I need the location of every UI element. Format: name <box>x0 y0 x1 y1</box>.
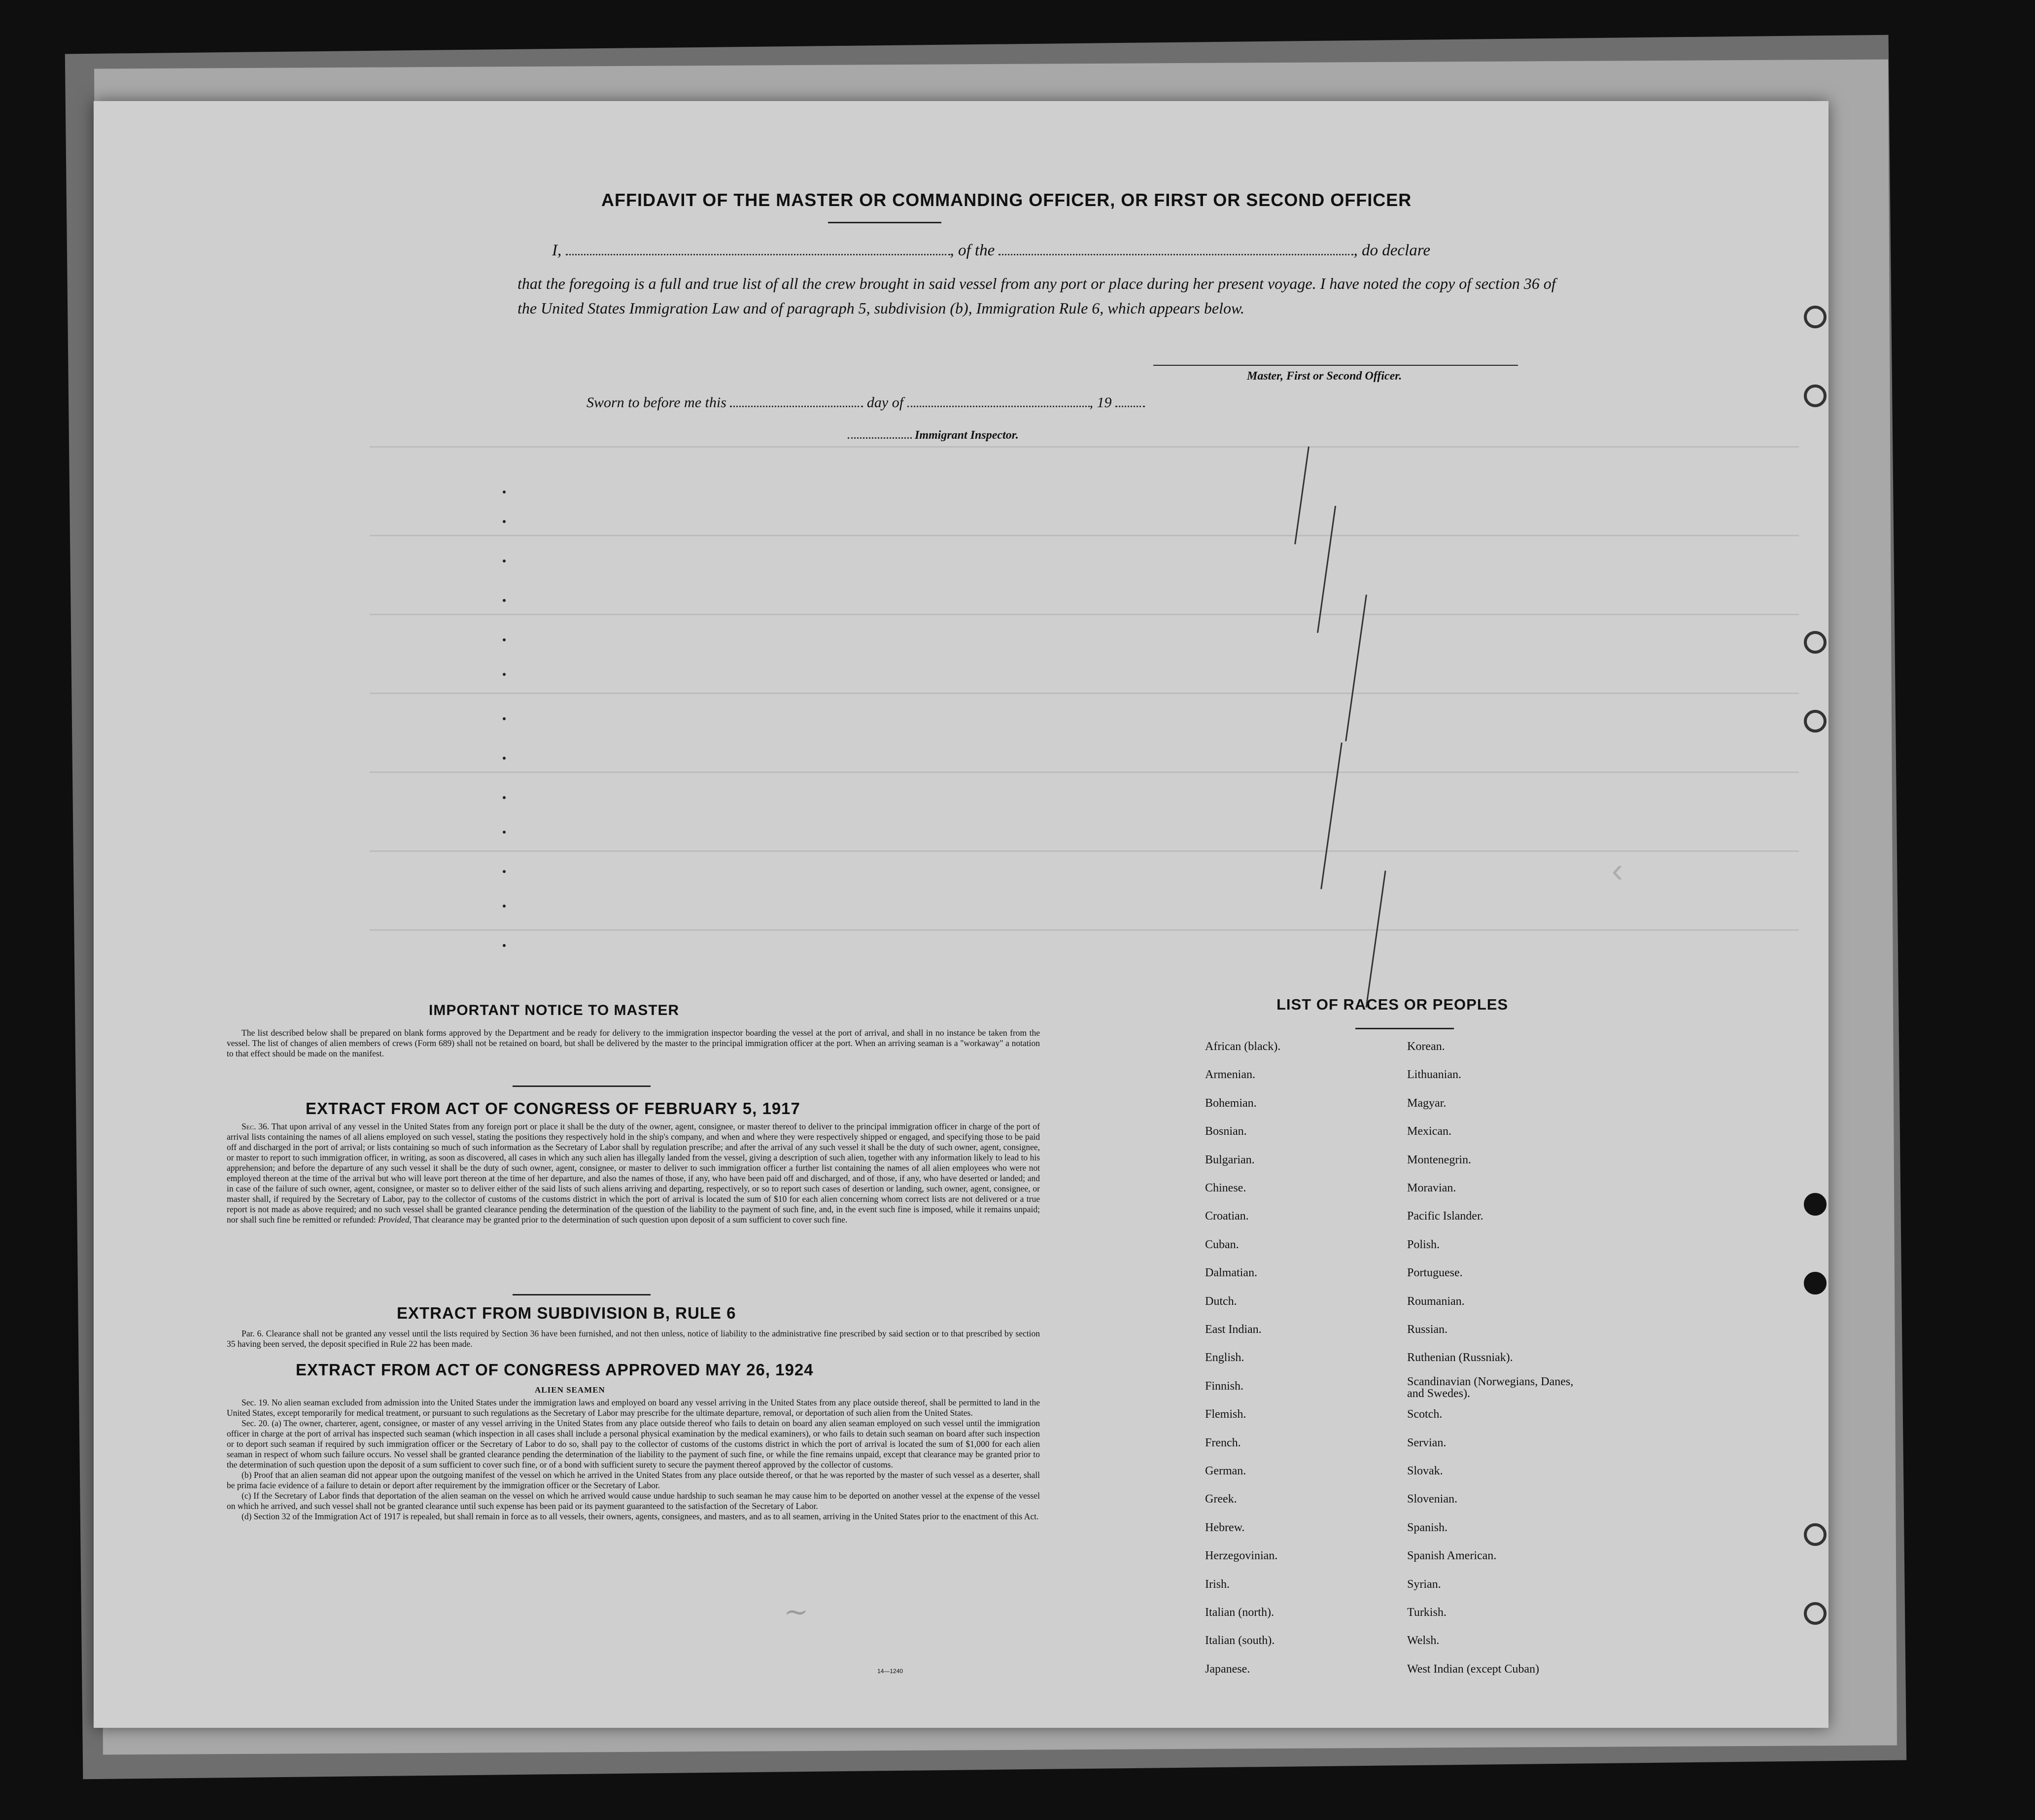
race-item: Scotch. <box>1407 1408 1443 1421</box>
race-item: Magyar. <box>1407 1096 1447 1110</box>
ghost-rule <box>370 693 1799 694</box>
rule-6-paragraph: Par. 6. Clearance shall not be granted any vessel until the lists required by Section 36 have been furnished, and not then unless, notice of liability to the administrative fine prescribed by said section or to that prescribed by section 35 having been served, the deposit specified in Rule 22 has been made. <box>227 1329 1040 1349</box>
rule-6-text <box>227 1329 1040 1349</box>
race-item: Welsh. <box>1407 1634 1440 1647</box>
section-divider <box>513 1294 651 1295</box>
section-20b-text: (b) Proof that an alien seaman did not appear upon the outgoing manifest of the vessel on which he arrived in the United States from any place outside thereof, or that he was reported by the master of such vessel as a deserter, shall be prima facie evidence of a failure to detain or deport after requirement by the immigration officer or the Secretary of Labor. <box>227 1470 1040 1490</box>
signature-bleed: ~ <box>784 1595 809 1629</box>
race-item: Cuban. <box>1205 1238 1239 1251</box>
race-item: Russian. <box>1407 1323 1448 1336</box>
race-item: Bulgarian. <box>1205 1153 1255 1166</box>
race-item: Servian. <box>1407 1436 1447 1449</box>
race-item: English. <box>1205 1351 1244 1365</box>
sworn-line <box>586 394 1145 411</box>
race-item: Lithuanian. <box>1407 1068 1461 1082</box>
section-20c-text: (c) If the Secretary of Labor finds that deportation of the alien seaman on the vessel on which he arrived would cause undue hardship to such seaman he may cause him to be deported on another vessel at the expense of the vessel on which he arrived, and such vessel shall not be granted clearance until such expense has been paid or its payment guaranteed to the satisfaction of the Secretary of Labor. <box>227 1491 1040 1511</box>
form-number: 14—1240 <box>877 1668 903 1675</box>
act-1917-text <box>227 1121 1040 1225</box>
binder-hole <box>1804 1193 1827 1216</box>
race-item: Mexican. <box>1407 1125 1451 1138</box>
race-item: Slovenian. <box>1407 1493 1457 1506</box>
race-item: Armenian. <box>1205 1068 1255 1082</box>
section-36-body: That upon arrival of any vessel in the United States from any foreign port or place it shall be the duty of the owner, agent, consignee, or master thereof to deliver to the principal immigration officer in charge of the port of arrival lists containing the names of all aliens employed on such vessel, stating the positions they respectively hold in the ship's company, and when and where they were respectively shipped or engaged, and specifying those to be paid off and discharged in the port of arrival; or lists containing so much of such information as the Secretary of Labor shall by regulation prescribe; and after the arrival of any such vessel it shall be the duty of such owner, agent, consignee, or master to report to such immigration officer, in writing, as soon as discovered, all cases in which any such alien has illegally landed from the vessel, giving a description of such alien, together with any information likely to lead to his apprehension; and before the departure of any such vessel it shall be the duty of such owner, agent, consignee, or master to deliver to such immigration officer a further list containing the names of all alien employees who were not employed thereon at the time of the arrival but who will leave port thereon at the time of her departure, and also the names of those, if any, who have been paid off and discharged, and of those, if any, who have deserted or landed; and in case of the failure of such owner, agent, consignee, or master so to deliver either of the said lists of such aliens arriving and departing, respectively, or so to report such cases of desertion or landing, such owner, agent, consignee, or master shall, if required by the Secretary of Labor, pay to the collector of customs of the customs district in which the port of arrival is located the sum of $10 for each alien concerning whom correct lists are not delivered or a true report is not made as above required; and no such vessel shall be granted clearance pending the determination of the question of the liability to the payment of such fine, and, in the event such fine is imposed, while it remains unpaid; nor shall such fine be remitted or refunded: <box>227 1121 1040 1225</box>
master-signature-label: Master, First or Second Officer. <box>1247 370 1402 383</box>
section-20a-text: Sec. 20. (a) The owner, charterer, agent, consignee, or master of any vessel arriving in the United States from any place outside thereof who fails to detain on board any alien seaman employed on such vessel until the immigration officer in charge at the port of arrival has inspected such seaman (which inspection in all cases shall include a personal physical examination by the medical examiners), or who fails to detain such seaman on board after such inspection or to deport such seaman if required by such immigration officer or the Secretary of Labor to do so, shall pay to the collector of customs of the customs district in which the port of arrival is located the sum of $1,000 for each alien seaman in respect of whom such failure occurs. No vessel shall be granted clearance pending the determination of the liability to the payment of such fine, or while the fine remains unpaid, except that clearance may be granted prior to the determination of such question upon the deposit of a sum sufficient to cover such fine, or of a bond with sufficient surety to secure the payment thereof approved by the collector of customs. <box>227 1418 1040 1470</box>
column-dot <box>503 796 506 799</box>
provided-label: Provided, <box>378 1215 412 1225</box>
race-item: Hebrew. <box>1205 1521 1245 1534</box>
inspector-line <box>848 429 1019 442</box>
act-1924-text <box>227 1398 1040 1522</box>
column-dot <box>503 944 506 947</box>
binder-hole <box>1804 306 1827 328</box>
race-item: Spanish American. <box>1407 1549 1497 1563</box>
ghost-rule <box>370 614 1799 615</box>
column-dot <box>503 560 506 562</box>
ghost-rule <box>370 850 1799 852</box>
section-36-end: That clearance may be granted prior to the determination of such question upon deposit of a sum sufficient to cover such fine. <box>414 1215 848 1225</box>
sworn-year-field[interactable] <box>1115 406 1145 407</box>
race-item: East Indian. <box>1205 1323 1262 1336</box>
section-20d-text: (d) Section 32 of the Immigration Act of 1917 is repealed, but shall remain in force as to all vessels, their owners, agents, consignees, and masters, and as to all seamen, arriving in the United States prior to the enactment of this Act. <box>241 1511 1039 1521</box>
binder-hole <box>1804 1272 1827 1295</box>
master-signature-line[interactable] <box>1153 365 1518 366</box>
race-item: Slovak. <box>1407 1465 1443 1477</box>
race-item: Turkish. <box>1407 1606 1447 1619</box>
race-item: Pacific Islander. <box>1407 1210 1483 1223</box>
race-item: Spanish. <box>1407 1521 1448 1534</box>
sworn-day-field[interactable] <box>730 406 863 407</box>
column-dot <box>503 717 506 720</box>
affidavit-title: AFFIDAVIT OF THE MASTER OR COMMANDING OFFICER, OR FIRST OR SECOND OFFICER <box>601 190 1412 210</box>
column-dot <box>503 757 506 760</box>
declarant-label: I, <box>552 242 562 259</box>
race-item: African (black). <box>1205 1040 1281 1053</box>
race-item: Ruthenian (Russniak). <box>1407 1351 1513 1365</box>
notice-text <box>227 1028 1040 1059</box>
vessel-name-field[interactable] <box>999 254 1353 255</box>
race-item: Moravian. <box>1407 1182 1456 1194</box>
binder-hole <box>1804 631 1827 654</box>
ghost-rule <box>370 446 1799 448</box>
race-item: Herzegovinian. <box>1205 1549 1278 1563</box>
title-underline <box>828 222 941 223</box>
race-item: Portuguese. <box>1407 1266 1463 1280</box>
binder-hole <box>1804 1523 1827 1546</box>
races-title: LIST OF RACES OR PEOPLES <box>1276 996 1509 1013</box>
race-item: West Indian (except Cuban) <box>1407 1662 1539 1676</box>
race-item: Montenegrin. <box>1407 1153 1471 1166</box>
race-item: French. <box>1205 1436 1241 1449</box>
race-item: Greek. <box>1205 1493 1237 1506</box>
vessel-label: , of the <box>950 242 995 259</box>
column-dot <box>503 905 506 908</box>
binder-hole <box>1804 385 1827 407</box>
column-dot <box>503 870 506 873</box>
binder-hole <box>1804 1602 1827 1625</box>
section-36-label: Sec. 36. <box>241 1121 270 1131</box>
inspector-signature-field[interactable] <box>848 437 912 439</box>
column-dot <box>503 490 506 493</box>
declare-label: , do declare <box>1353 242 1430 259</box>
race-item: Chinese. <box>1205 1182 1246 1194</box>
races-underline <box>1355 1028 1454 1029</box>
act-1917-title: EXTRACT FROM ACT OF CONGRESS OF FEBRUARY 5, 1917 <box>306 1099 800 1118</box>
sworn-label: Sworn to before me this <box>586 394 726 411</box>
notice-title: IMPORTANT NOTICE TO MASTER <box>429 1002 680 1018</box>
declarant-name-field[interactable] <box>566 254 950 255</box>
column-dot <box>503 599 506 602</box>
race-item: Dalmatian. <box>1205 1266 1257 1280</box>
race-item: Bosnian. <box>1205 1125 1247 1138</box>
section-19-text: Sec. 19. No alien seaman excluded from admission into the United States under the immigration laws and employed on board any vessel arriving in the United States from any place outside thereof, shall be permitted to land in the United States, except temporarily for medical treatment, or pursuant to such regulations as the Secretary of Labor may prescribe for the ultimate departure, removal, or deportation of such alien from the United States. <box>227 1398 1040 1418</box>
column-dot <box>503 520 506 523</box>
race-item: German. <box>1205 1465 1246 1477</box>
manifest-page <box>94 101 1828 1728</box>
hand-tick-mark <box>1345 595 1367 741</box>
race-item: Flemish. <box>1205 1408 1246 1421</box>
ghost-rule <box>370 771 1799 773</box>
race-item: Roumanian. <box>1407 1295 1465 1308</box>
ghost-stamp-mark: ‹ <box>1612 851 1623 889</box>
year-label: , 19 <box>1089 394 1112 411</box>
sworn-month-field[interactable] <box>907 406 1090 407</box>
race-item: Italian (north). <box>1205 1606 1274 1619</box>
race-item: Polish. <box>1407 1238 1440 1251</box>
column-dot <box>503 638 506 641</box>
race-item: Croatian. <box>1205 1210 1249 1223</box>
race-item: Irish. <box>1205 1577 1230 1591</box>
race-item: Scandinavian (Norwegians, Danes, and Swedes). <box>1407 1375 1574 1400</box>
notice-paragraph: The list described below shall be prepared on blank forms approved by the Department and be ready for delivery to the immigration inspector boarding the vessel at the port of arrival, and shall in no instance be taken from the vessel. The list of changes of alien members of crews (Form 689) shall not be retained on board, but shall be delivered by the master to the principal immigration officer at the port. When an arriving seaman is a "workaway" a notation to that effect should be made on the manifest. <box>227 1028 1040 1058</box>
day-of-label: day of <box>866 394 904 411</box>
column-dot <box>503 831 506 834</box>
ghost-rule <box>370 535 1799 536</box>
race-item: Japanese. <box>1205 1662 1250 1676</box>
act-1924-title: EXTRACT FROM ACT OF CONGRESS APPROVED MAY 26, 1924 <box>296 1361 814 1379</box>
binder-hole <box>1804 710 1827 733</box>
rule-6-title: EXTRACT FROM SUBDIVISION B, RULE 6 <box>397 1304 736 1322</box>
ghost-rule <box>370 929 1799 931</box>
race-item: Syrian. <box>1407 1577 1441 1591</box>
alien-seamen-subtitle: ALIEN SEAMEN <box>535 1385 605 1395</box>
race-item: Italian (south). <box>1205 1634 1275 1647</box>
race-item: Finnish. <box>1205 1379 1244 1393</box>
hand-tick-mark <box>1320 742 1343 889</box>
column-dot <box>503 673 506 676</box>
inspector-label: Immigrant Inspector. <box>915 429 1019 442</box>
hand-tick-mark <box>1294 447 1310 544</box>
hand-tick-mark <box>1366 871 1386 1008</box>
race-item: Korean. <box>1407 1040 1445 1053</box>
section-divider <box>513 1085 651 1087</box>
race-item: Dutch. <box>1205 1295 1237 1308</box>
affidavit-paragraph: that the foregoing is a full and true list of all the crew brought in said vessel from any port or place during her present voyage. I have noted the copy of section 36 of the United States Immigration Law and of paragraph 5, subdivision (b), Immigration Rule 6, which appears below. <box>517 275 1556 317</box>
declaration-line <box>552 242 1430 260</box>
race-item: Bohemian. <box>1205 1096 1257 1110</box>
